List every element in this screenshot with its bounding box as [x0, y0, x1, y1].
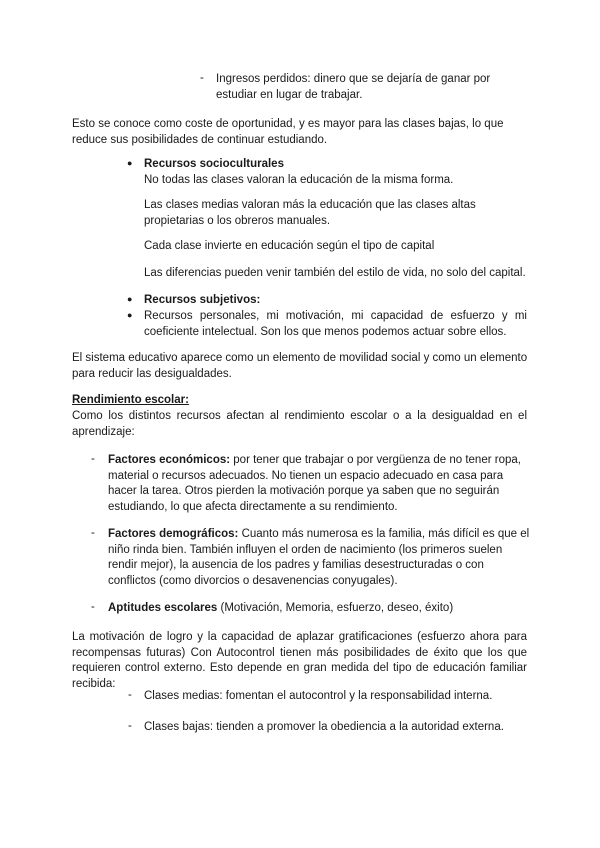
list-dash: -: [91, 453, 95, 465]
motivacion-paragraph: La motivación de logro y la capacidad de aplazar gratificaciones (esfuerzo ahora para recompensas futuras) Con Autocontrol tienen más posibilidades de éxito que los que requieren control externo. Esto depende en gran medida del tipo de educación familiar recibida:: [72, 631, 527, 690]
subjetivos-detail: Recursos personales, mi motivación, mi capacidad de esfuerzo y mi coeficiente intelectual. Son los que menos podemos actuar sobre ellos.: [144, 310, 527, 338]
socioculturales-heading: Recursos socioculturales: [144, 158, 284, 170]
clases-medias-item: Clases medias: fomentan el autocontrol y la responsabilidad interna.: [144, 690, 493, 702]
ingresos-perdidos-text: Ingresos perdidos: dinero que se dejaría de ganar por estudiar en lugar de trabajar.: [216, 73, 491, 101]
factores-demograficos-item: Factores demográficos: Cuanto más numerosa es la familia, más difícil es que el niño rinda bien. También influyen el orden de nacimiento (los primeros suelen rendir mejor), la ausencia de los padres y familias desestructuradas o con conflictos (como divorcios o desavenencias conyugales).: [108, 528, 530, 587]
socioculturales-line: Las diferencias pueden venir también del estilo de vida, no solo del capital.: [144, 267, 526, 279]
list-dash: -: [91, 601, 95, 613]
bullet-icon: ●: [127, 310, 133, 320]
aptitudes-escolares-item: Aptitudes escolares (Motivación, Memoria, esfuerzo, deseo, éxito): [108, 602, 454, 614]
clases-bajas-item: Clases bajas: tienden a promover la obediencia a la autoridad externa.: [144, 721, 504, 733]
coste-oportunidad-paragraph: Esto se conoce como coste de oportunidad, y es mayor para las clases bajas, lo que reduce sus posibilidades de continuar estudiando.: [72, 118, 504, 146]
bullet-icon: ●: [127, 158, 133, 168]
sistema-educativo-paragraph: El sistema educativo aparece como un elemento de movilidad social y como un elemento para reducir las desigualdades.: [72, 352, 528, 380]
list-dash: -: [128, 689, 132, 701]
bullet-icon: ●: [127, 294, 133, 304]
list-dash: -: [91, 527, 95, 539]
subjetivos-heading: Recursos subjetivos:: [144, 294, 261, 306]
socioculturales-line: Las clases medias valoran más la educación que las clases altas propietarias o los obreros manuales.: [144, 199, 476, 227]
factores-economicos-item: Factores económicos: por tener que trabajar o por vergüenza de no tener ropa, material o recursos adecuados. No tienen un espacio adecuado en casa para hacer la tarea. Otros pierden la motivación porque ya saben que no seguirán estudiando, lo que afecta directamente a su rendimiento.: [108, 454, 521, 513]
list-dash: -: [200, 72, 204, 84]
socioculturales-line: No todas las clases valoran la educación de la misma forma.: [144, 174, 454, 186]
list-dash: -: [128, 720, 132, 732]
socioculturales-line: Cada clase invierte en educación según el tipo de capital: [144, 240, 435, 252]
rendimiento-intro: Como los distintos recursos afectan al rendimiento escolar o a la desigualdad en el aprendizaje:: [72, 410, 527, 438]
rendimiento-heading: Rendimiento escolar:: [72, 394, 189, 406]
